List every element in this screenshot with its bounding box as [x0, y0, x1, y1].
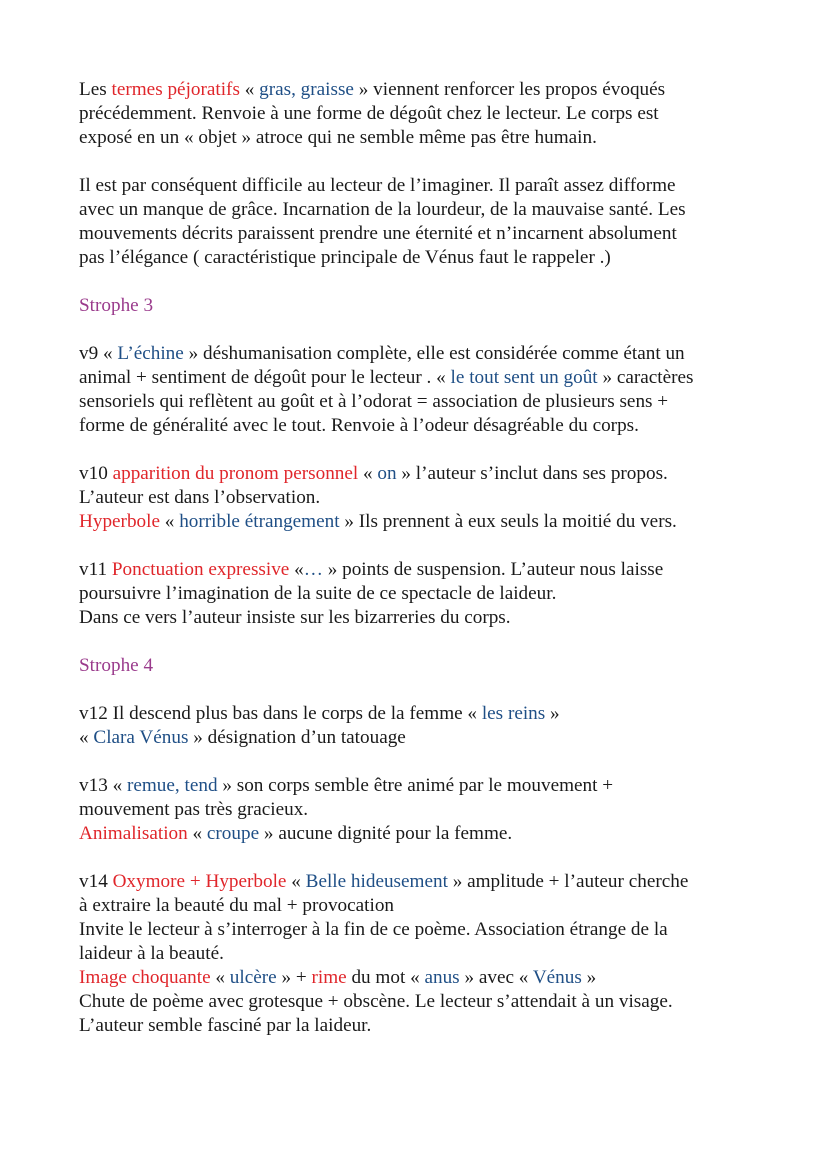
text-segment: v12 Il descend plus bas dans le corps de la femme «	[79, 703, 482, 724]
text-segment: «	[286, 871, 306, 892]
heading-strophe-4	[79, 654, 779, 678]
text-segment: anus	[424, 967, 460, 988]
para-v12	[79, 702, 779, 750]
text-segment: gras, graisse	[259, 79, 354, 100]
text-segment: L’échine	[117, 343, 184, 364]
text-segment: Belle hideusement	[305, 871, 448, 892]
text-segment: Animalisation	[79, 823, 188, 844]
text-segment: Strophe 4	[79, 655, 154, 676]
text-segment: » son corps semble être animé par le mouvement + mouvement pas très gracieux.	[79, 775, 614, 820]
text-segment: rime	[311, 967, 347, 988]
para-v9	[79, 342, 779, 438]
text-segment: » caractères sensoriels qui reflètent au goût et à l’odorat = association de plusieurs sens + forme de généralité avec le tout. Renvoie à l’odeur désagréable du corps.	[79, 367, 694, 436]
text-segment: Image choquante	[79, 967, 211, 988]
text-segment: Il est par conséquent difficile au lecteur de l’imaginer. Il paraît assez difforme avec un manque de grâce. Incarnation de la lourdeur, de la mauvaise santé. Les mouvements décrits paraissent prendre une éternité et n’incarnent absolument pas l’élégance ( caractéristique principale de Vénus faut le rappeler .)	[79, 175, 686, 268]
text-segment: Vénus	[532, 967, 582, 988]
text-segment: » viennent renforcer les propos évoqués précédemment. Renvoie à une forme de dégoût chez le lecteur. Le corps est exposé en un « objet » atroce qui ne semble même pas être humain.	[79, 79, 666, 148]
text-segment: v11	[79, 559, 112, 580]
para-v11	[79, 558, 779, 630]
text-segment: » points de suspension. L’auteur nous laisse poursuivre l’imagination de la suite de ce spectacle de laideur. Dans ce vers l’auteur insiste sur les bizarreries du corps.	[79, 559, 664, 628]
text-segment: «	[289, 559, 304, 580]
text-segment: » Chute de poème avec grotesque + obscène. Le lecteur s’attendait à un visage. L’auteur semble fasciné par la laideur.	[79, 967, 673, 1036]
text-segment: Hyperbole	[79, 511, 160, 532]
text-segment: » +	[276, 967, 312, 988]
text-segment: «	[239, 79, 260, 100]
text-segment: croupe	[206, 823, 260, 844]
text-segment: Clara Vénus	[93, 727, 189, 748]
text-segment: on	[377, 463, 397, 484]
text-segment: v14	[79, 871, 113, 892]
text-segment: » «	[79, 703, 560, 748]
para-v14	[79, 870, 779, 1038]
para-termes-pejoratifs	[79, 78, 779, 150]
text-segment: du mot «	[346, 967, 425, 988]
text-segment: » Ils prennent à eux seuls la moitié du vers.	[339, 511, 677, 532]
text-segment: ulcère	[229, 967, 277, 988]
text-segment: …	[303, 559, 323, 580]
text-segment: les reins	[481, 703, 546, 724]
text-segment: termes péjoratifs	[111, 79, 240, 100]
text-segment: apparition du pronom personnel	[112, 463, 359, 484]
text-segment: » avec «	[459, 967, 533, 988]
text-segment: v13 «	[79, 775, 127, 796]
text-segment: » amplitude + l’auteur cherche à extraire la beauté du mal + provocation Invite le lecteur à s’interroger à la fin de ce poème. Association étrange de la laideur à la beauté.	[79, 871, 689, 964]
text-segment: le tout sent un goût	[450, 367, 598, 388]
text-segment: » désignation d’un tatouage	[188, 727, 406, 748]
text-segment: «	[187, 823, 207, 844]
text-segment: Les	[79, 79, 112, 100]
text-segment: v9 «	[79, 343, 118, 364]
heading-strophe-3	[79, 294, 779, 318]
para-v10	[79, 462, 779, 534]
para-v13	[79, 774, 779, 846]
text-segment: » l’auteur s’inclut dans ses propos. L’auteur est dans l’observation.	[79, 463, 668, 508]
text-segment: v10	[79, 463, 113, 484]
text-segment: horrible étrangement	[179, 511, 340, 532]
text-segment: «	[358, 463, 378, 484]
text-segment: «	[210, 967, 230, 988]
text-segment: » aucune dignité pour la femme.	[259, 823, 513, 844]
text-segment: Oxymore + Hyperbole	[112, 871, 287, 892]
text-segment: remue, tend	[126, 775, 218, 796]
text-segment: Ponctuation expressive	[111, 559, 290, 580]
text-segment: Strophe 3	[79, 295, 154, 316]
text-segment: » déshumanisation complète, elle est considérée comme étant un animal + sentiment de dégoût pour le lecteur . «	[79, 343, 685, 388]
text-segment: «	[160, 511, 180, 532]
para-difficile-imaginer	[79, 174, 779, 270]
document-page	[79, 78, 779, 1062]
